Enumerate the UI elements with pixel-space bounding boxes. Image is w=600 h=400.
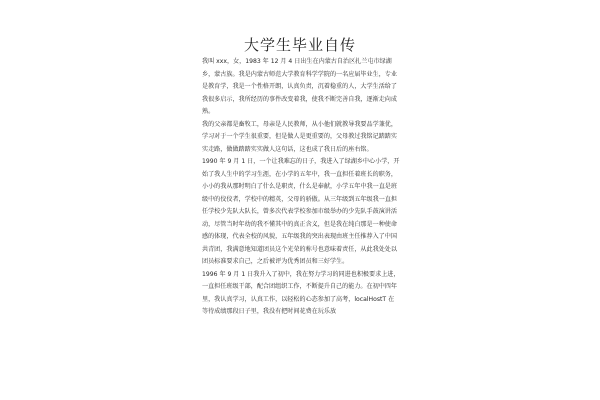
paragraph-primary-school: 1990 年 9 月 1 日，一个让我难忘的日子，我进入了绿湖乡中心小学，开始了我人生中的学习生涯，在小学的五年中，我一直担任着班长的职务，小小的我从那时明白了什么是职责，什么是奉献，小学五年中我一直是班级中的佼佼者，学校中的精英，父母的骄傲。从三年级到五年级我一直担任学校少先队大队长，曾多次代表学校参加市级举办的少先队手鼓演讲活动，尽管当时年幼的我不懂其中的真正含义，但是我在纯白那是一种使命感的体现，代表全校的风貌，五年级我的突出表现由班主任推荐入了中国共青团，我满意地知道团员这个光荣的称号也意味着责任，从此我处处以团员标准要求自己，之后被评为优秀团员和三好学生。	[202, 158, 400, 265]
document-body	[202, 56, 400, 319]
paragraph-family: 我的父亲都是畜牧工，母亲是人民教师，从小他们就教导我要品学兼优，学习对于一个学生很重要，但是做人是更重要的，父母教过我铭记踏踏实实走路，做做踏踏实实做人这句话，这也成了我日后的座右铭。	[202, 120, 397, 153]
document-title: 大学生毕业自传	[243, 36, 356, 54]
paragraph-intro: 我叫 xxx，女，1983 年 12 月 4 日出生在内蒙古自治区扎兰屯市绿湖乡，蒙古族。我是内蒙古师范大学教育科学学院的一名应届毕业生，专业是教育学，我是一个性格开朗，认真负责，沉着稳重的人，大学生活给了我很多启示，我所经历的事件改变着我，使我不断完善自我，逐渐走向成熟。	[202, 58, 397, 115]
paragraph-middle-school: 1996 年 9 月 1 日我升入了初中，我在努力学习的同进也积极要求上进，一直担任班级干部，配合团组织工作，不断提升自己的能力。在初中四年里，我认真学习，认真工作，以轻松的心态参加了高考，localHostT 在等待成绩那段日子里，我没有把时间花费在玩乐放	[202, 270, 400, 315]
